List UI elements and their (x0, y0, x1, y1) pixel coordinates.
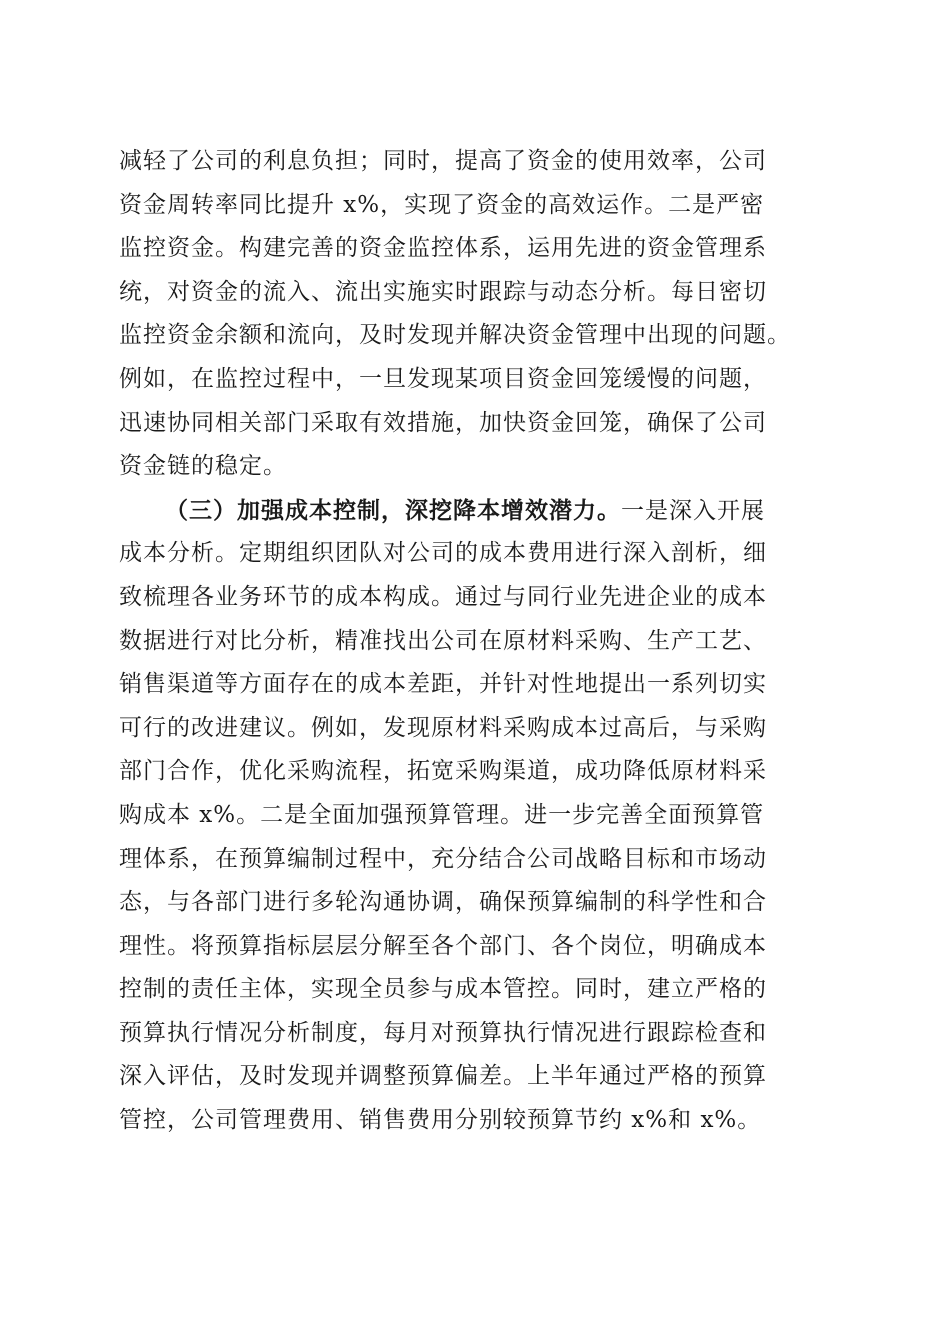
text-line: 理体系，在预算编制过程中，充分结合公司战略目标和市场动 (119, 845, 767, 872)
text-line: 购成本 x%。二是全面加强预算管理。进一步完善全面预算管 (119, 801, 765, 828)
text-line: 统，对资金的流入、流出实施实时跟踪与动态分析。每日密切 (119, 278, 767, 305)
paragraph-first-line (119, 489, 839, 533)
text-line: 监控资金。构建完善的资金监控体系，运用先进的资金管理系 (119, 235, 767, 262)
text-line: 资金周转率同比提升 x%，实现了资金的高效运作。二是严密 (119, 191, 765, 218)
text-line: 致梳理各业务环节的成本构成。通过与同行业先进企业的成本 (119, 583, 767, 610)
text-line: 管控，公司管理费用、销售费用分别较预算节约 x%和 x%。 (119, 1107, 762, 1134)
text-line: 可行的改进建议。例如，发现原材料采购成本过高后，与采购 (119, 714, 767, 741)
text-line: 理性。将预算指标层层分解至各个部门、各个岗位，明确成本 (119, 932, 767, 959)
text-line: 深入评估，及时发现并调整预算偏差。上半年通过严格的预算 (119, 1063, 767, 1090)
text-line: 监控资金余额和流向，及时发现并解决资金管理中出现的问题。 (119, 322, 791, 349)
text-line: 预算执行情况分析制度，每月对预算执行情况进行跟踪检查和 (119, 1019, 767, 1046)
heading-continuation: 一是深入开展 (621, 497, 765, 524)
text-line: 数据进行对比分析，精准找出公司在原材料采购、生产工艺、 (119, 627, 767, 654)
text-line: 控制的责任主体，实现全员参与成本管控。同时，建立严格的 (119, 976, 767, 1003)
text-line: 部门合作，优化采购流程，拓宽采购渠道，成功降低原材料采 (119, 758, 767, 785)
section-heading: （三）加强成本控制，深挖降本增效潜力。 (165, 496, 621, 524)
text-line: 迅速协同相关部门采取有效措施，加快资金回笼，确保了公司 (119, 409, 767, 436)
text-line: 销售渠道等方面存在的成本差距，并针对性地提出一系列切实 (119, 671, 767, 698)
paragraph-funds-management (119, 140, 839, 489)
text-line: 例如，在监控过程中，一旦发现某项目资金回笼缓慢的问题， (119, 365, 767, 392)
body-text (119, 140, 839, 1143)
text-line: 态，与各部门进行多轮沟通协调，确保预算编制的科学性和合 (119, 889, 767, 916)
text-line: 减轻了公司的利息负担；同时，提高了资金的使用效率，公司 (119, 148, 767, 174)
paragraph-cost-control (119, 489, 839, 1143)
text-line: 资金链的稳定。 (119, 453, 287, 480)
text-line: 成本分析。定期组织团队对公司的成本费用进行深入剖析，细 (119, 540, 767, 567)
